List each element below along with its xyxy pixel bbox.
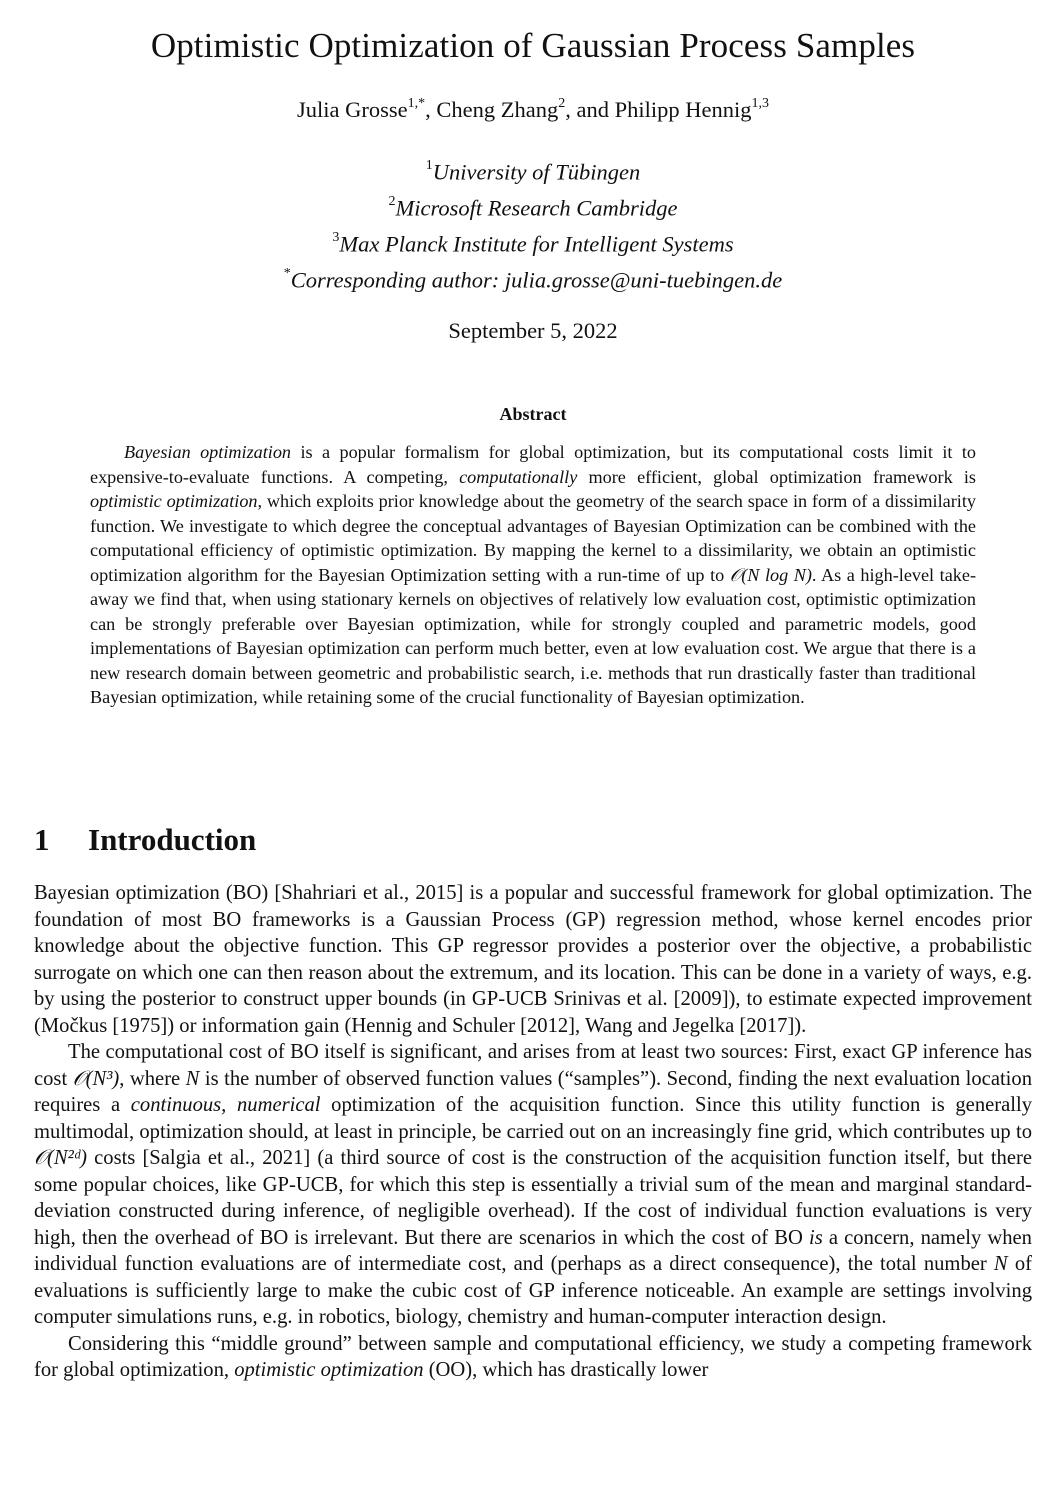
inline-math: N bbox=[993, 1253, 1008, 1275]
paragraph-span: The computational cost of BO itself is significant, and arises from at least two sources: First, exact GP inference has cost bbox=[34, 1041, 1032, 1090]
abstract-span: , which exploits prior knowledge about the geometry of the search space in form of a dissimilarity function. We investigate to which degree the conceptual advantages of Bayesian Optimization can be combined with the computational efficiency of optimistic optimization. By mapping the kernel to a dissimilarity, we obtain an optimistic optimization algorithm for the Bayesian Optimization setting with a run-time of up to bbox=[90, 491, 976, 585]
author-name: Cheng Zhang bbox=[436, 97, 559, 122]
author-separator: , and bbox=[565, 97, 615, 122]
paragraph-emphasis: continuous, numerical bbox=[130, 1094, 321, 1116]
author-separator: , bbox=[425, 97, 437, 122]
affiliation-text: Max Planck Institute for Intelligent Systems bbox=[339, 231, 734, 257]
paragraph-span: , where bbox=[119, 1067, 186, 1090]
abstract-span: . As a high-level take-away we find that, when using stationary kernels on objectives of relatively low evaluation cost, optimistic optimization can be strongly preferable over Bayesian optimization, while for strongly coupled and parametric models, good implementations of Bayesian optimization can perform much better, even at low evaluation cost. We argue that there is a new research domain between geometric and probabilistic search, i.e. methods that run drastically faster than traditional Bayesian optimization, while retaining some of the crucial functionality of Bayesian optimization. bbox=[90, 564, 976, 707]
inline-math: 𝒪(N²ᵈ) bbox=[34, 1147, 87, 1169]
abstract-math: 𝒪(N log N) bbox=[729, 564, 812, 585]
abstract-emphasis: Bayesian optimization bbox=[124, 442, 292, 462]
section-title: Introduction bbox=[88, 822, 257, 857]
affiliation-mark: 3 bbox=[332, 230, 340, 245]
paragraph-emphasis: is bbox=[809, 1226, 823, 1249]
abstract-heading: Abstract bbox=[499, 404, 567, 424]
author-list bbox=[34, 97, 1032, 123]
paragraph-emphasis: optimistic optimization bbox=[234, 1359, 424, 1381]
affiliation-mark: 1 bbox=[425, 158, 433, 173]
abstract-emphasis: computationally bbox=[459, 466, 578, 487]
affiliation-mark: * bbox=[283, 266, 291, 281]
paragraph: Bayesian optimization (BO) [Shahriari et al., 2015] is a popular and successful framework for global optimization. The foundation of most BO frameworks is a Gaussian Process (GP) regression method, whose kernel encodes prior knowledge about the objective function. This GP regressor provides a posterior over the objective, a probabilistic surrogate on which one can then reason about the extremum, and its location. This can be done in a variety of ways, e.g. by using the posterior to construct upper bounds (in GP-UCB Srinivas et al. [2009]), to estimate expected improvement (Močkus [1975]) or information gain (Hennig and Schuler [2012], Wang and Jegelka [2017]). bbox=[34, 882, 1032, 1037]
paragraph-span: costs [Salgia et al., 2021] (a third source of cost is the construction of the acquisition function itself, but there some popular choices, like GP-UCB, for which this step is essentially a trivial sum of the mean and marginal standard-deviation constructed during inference, of negligible overhead). If the cost of individual function evaluations is very high, then the overhead of BO is irrelevant. But there are scenarios in which the cost of BO bbox=[34, 1147, 1032, 1249]
affiliation-text: Microsoft Research Cambridge bbox=[395, 195, 678, 221]
section-number: 1 bbox=[34, 822, 50, 857]
abstract-span: is a popular formalism for global optimization, but its computational costs limit it to expensive-to-evaluate functions. A competing, bbox=[90, 442, 976, 487]
affiliation bbox=[34, 188, 1032, 224]
author-marks: 1,3 bbox=[751, 95, 769, 111]
paper-title: Optimistic Optimization of Gaussian Process Samples bbox=[150, 26, 916, 65]
affiliation bbox=[34, 260, 1032, 296]
abstract-text bbox=[90, 440, 976, 710]
affiliation bbox=[34, 152, 1032, 188]
paragraph bbox=[34, 1039, 1032, 1331]
affiliation-text: University of Tübingen bbox=[432, 159, 641, 185]
paragraph bbox=[34, 1331, 1032, 1384]
paragraph-span: optimization of the acquisition function. Since this utility function is generally multimodal, optimization should, at least in principle, be carried out on an increasingly fine grid, which contributes up to bbox=[34, 1094, 1032, 1143]
affiliation-mark: 2 bbox=[388, 194, 396, 209]
author-marks: 2 bbox=[558, 95, 566, 111]
paragraph-span: is the number of observed function values (“samples”). Second, finding the next evaluation location requires a bbox=[34, 1067, 1032, 1116]
paragraph-span: of evaluations is sufficiently large to make the cubic cost of GP inference noticeable. An example are settings involving computer simulations runs, e.g. in robotics, biology, chemistry and human-computer interaction design. bbox=[34, 1253, 1032, 1328]
affiliation-list bbox=[34, 152, 1032, 296]
paragraph-span: (OO), which has drastically lower bbox=[423, 1359, 709, 1381]
author-name: Julia Grosse bbox=[297, 97, 408, 122]
abstract-emphasis: optimistic optimization bbox=[90, 491, 258, 511]
paper-date: September 5, 2022 bbox=[448, 318, 618, 343]
affiliation bbox=[34, 224, 1032, 260]
section-heading bbox=[34, 822, 256, 858]
abstract-span: more efficient, global optimization framework is bbox=[577, 466, 976, 487]
affiliation-text: Corresponding author: julia.grosse@uni-tuebingen.de bbox=[290, 267, 783, 293]
author-marks: 1,* bbox=[407, 95, 426, 111]
inline-math: 𝒪(N³) bbox=[72, 1067, 120, 1090]
author-name: Philipp Hennig bbox=[614, 97, 752, 122]
section-body bbox=[34, 880, 1032, 1384]
paragraph-span: Considering this “middle ground” between sample and computational efficiency, we study a competing framework for global optimization, bbox=[34, 1332, 1032, 1381]
inline-math: N bbox=[185, 1067, 200, 1090]
paragraph-span: a concern, namely when individual function evaluations are of intermediate cost, and (perhaps as a direct consequence), the total number bbox=[34, 1226, 1032, 1275]
